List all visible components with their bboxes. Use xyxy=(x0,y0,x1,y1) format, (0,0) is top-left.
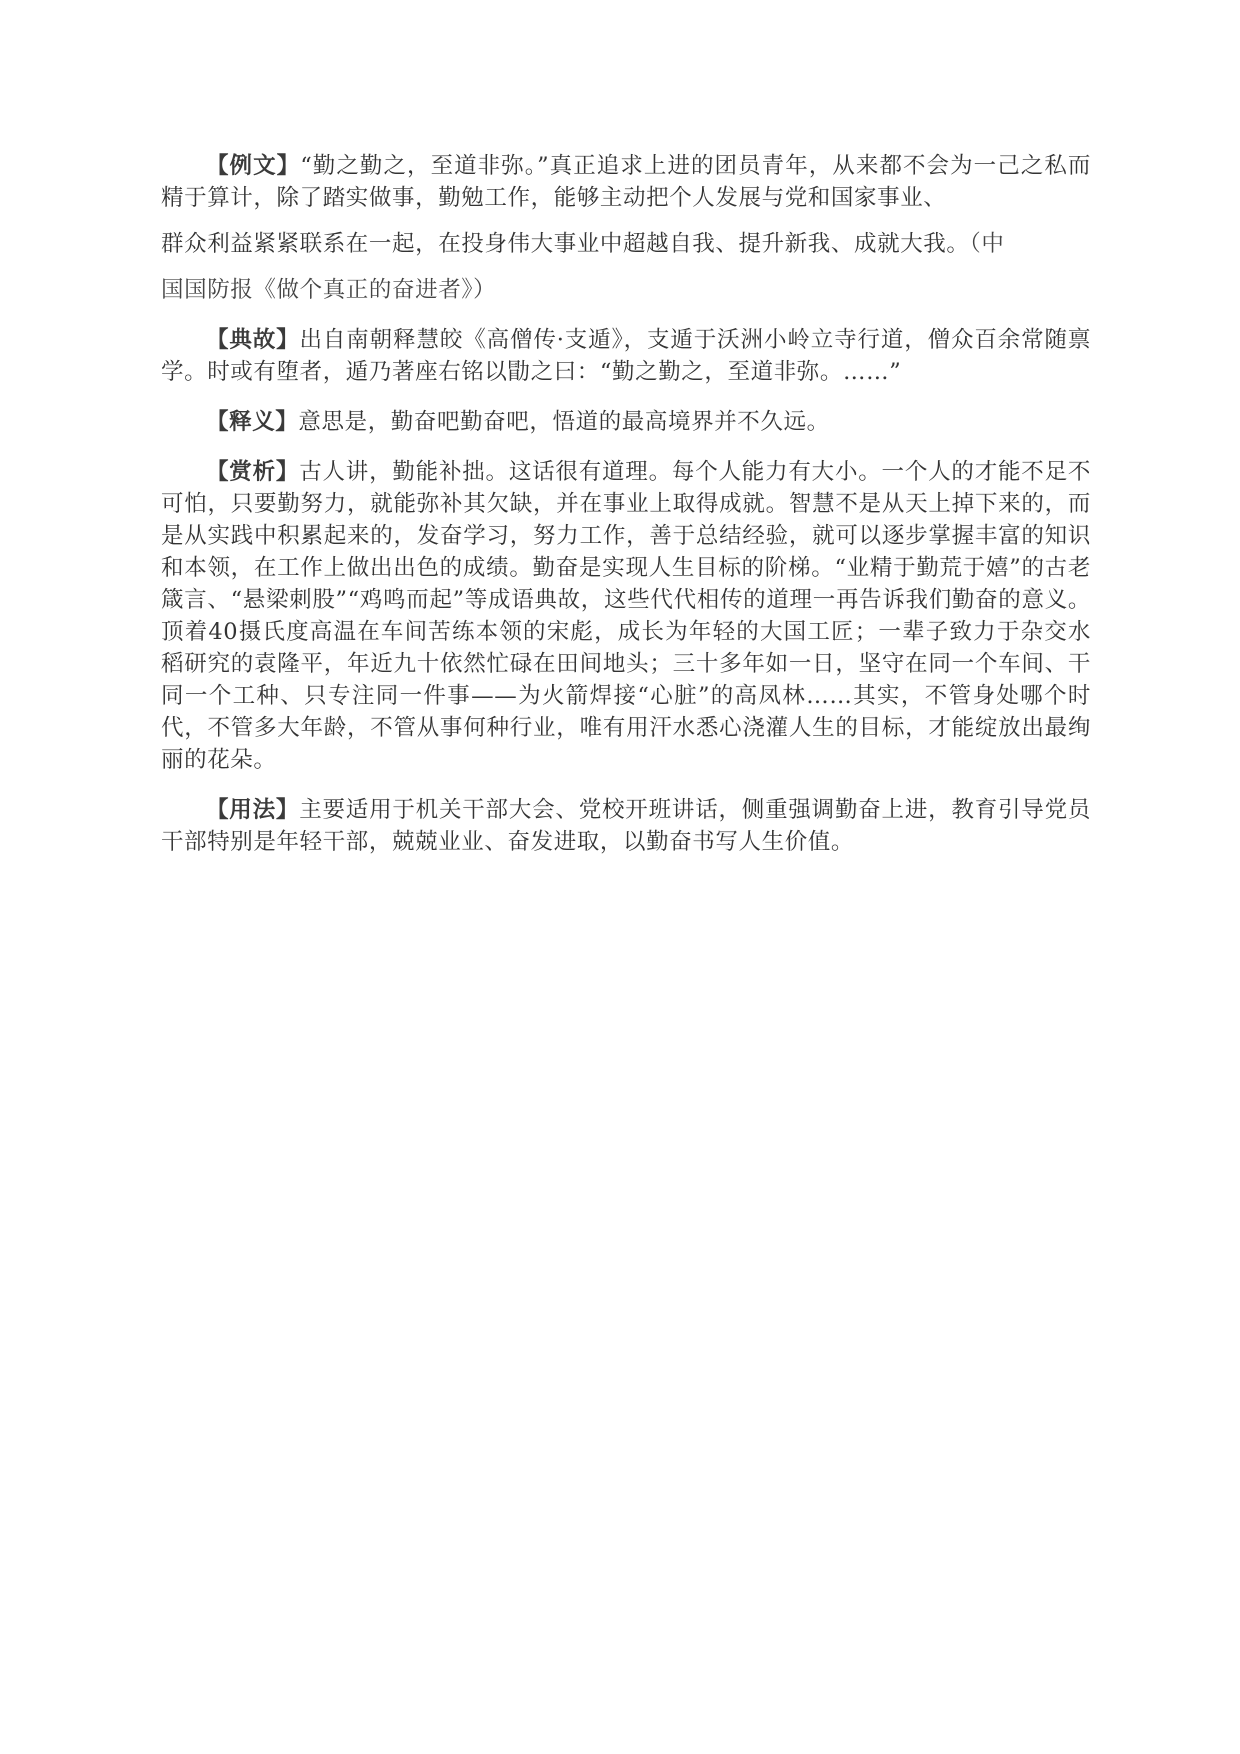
document-body xyxy=(161,150,1091,858)
analysis-text: 古人讲，勤能补拙。这话很有道理。每个人能力有大小。一个人的才能不足不可怕，只要勤努力，就能弥补其欠缺，并在事业上取得成就。智慧不是从天上掉下来的，而是从实践中积累起来的，发奋学习，努力工作，善于总结经验，就可以逐步掌握丰富的知识和本领，在工作上做出出色的成绩。勤奋是实现人生目标的阶梯。“业精于勤荒于嬉”的古老箴言、“悬梁刺股”“鸡鸣而起”等成语典故，这些代代相传的道理一再告诉我们勤奋的意义。顶着40摄氏度高温在车间苦练本领的宋彪，成长为年轻的大国工匠；一辈子致力于杂交水稻研究的袁隆平，年近九十依然忙碌在田间地头；三十多年如一日，坚守在同一个车间、干同一个工种、只专注同一件事——为火箭焊接“心脏”的高凤林……其实，不管身处哪个时代，不管多大年龄，不管从事何种行业，唯有用汗水悉心浇灌人生的目标，才能绽放出最绚丽的花朵。 xyxy=(161,459,1091,773)
analysis-tag: 【赏析】 xyxy=(206,459,300,485)
meaning-tag: 【释义】 xyxy=(206,409,299,435)
line-gap xyxy=(161,260,1091,274)
usage-tag: 【用法】 xyxy=(206,797,300,823)
meaning-paragraph xyxy=(161,406,1091,438)
allusion-paragraph xyxy=(161,324,1091,388)
analysis-paragraph xyxy=(161,456,1091,776)
usage-paragraph xyxy=(161,794,1091,858)
line-gap xyxy=(161,214,1091,228)
example-tag: 【例文】 xyxy=(206,153,301,179)
example-source-part1: （中 xyxy=(969,231,1005,257)
example-source-part2: 国国防报《做个真正的奋进者》） xyxy=(161,277,497,303)
example-text-line1: “勤之勤之，至道非弥。”真正追求上进的团员青年，从来都不会为一己之私而精于算计，除了踏实做事，勤勉工作，能够主动把个人发展与党和国家事业、 xyxy=(161,153,1091,211)
example-text-line2: 群众利益紧紧联系在一起，在投身伟大事业中超越自我、提升新我、成就大我。 xyxy=(161,231,970,257)
meaning-text: 意思是，勤奋吧勤奋吧，悟道的最高境界并不久远。 xyxy=(298,409,830,435)
example-paragraph xyxy=(161,150,1091,306)
allusion-tag: 【典故】 xyxy=(206,327,300,353)
allusion-text: 出自南朝释慧皎《高僧传·支遁》，支遁于沃洲小岭立寺行道，僧众百余常随禀学。时或有堕者，遁乃著座右铭以勖之曰：“勤之勤之，至道非弥。……” xyxy=(161,327,1091,385)
usage-text: 主要适用于机关干部大会、党校开班讲话，侧重强调勤奋上进，教育引导党员干部特别是年轻干部，兢兢业业、奋发进取，以勤奋书写人生价值。 xyxy=(161,797,1091,855)
